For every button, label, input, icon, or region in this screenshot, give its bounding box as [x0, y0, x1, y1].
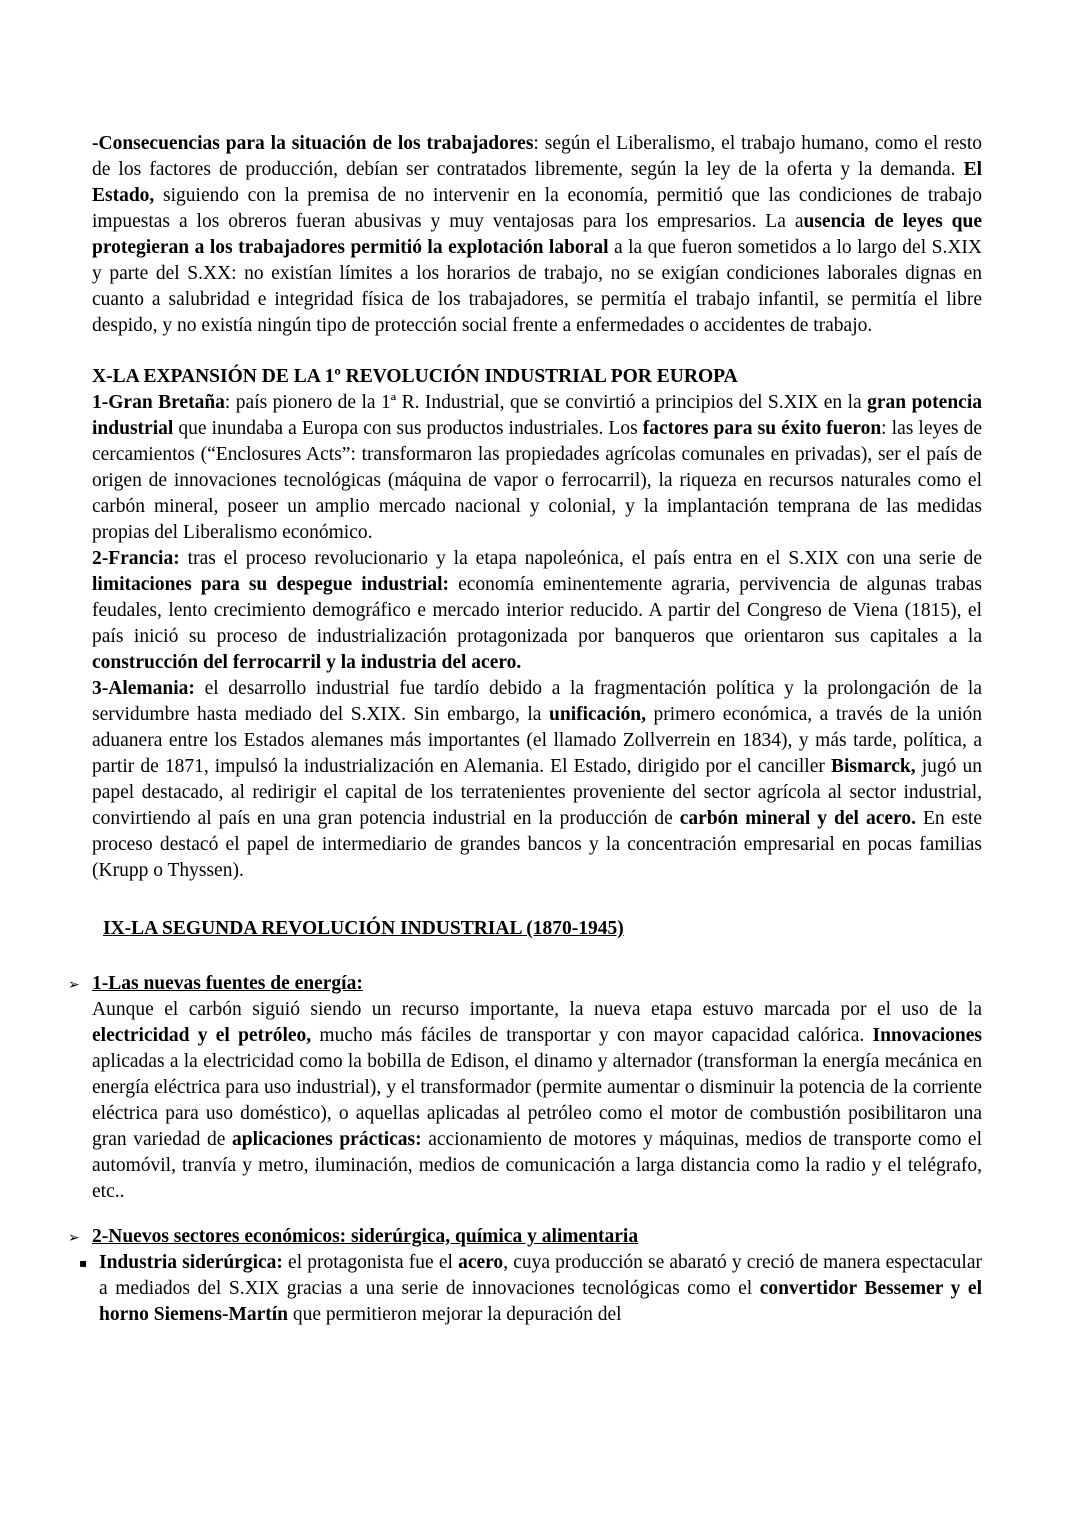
text-run: aplicadas a la electricidad como la bobilla de Edison, el dinamo y alternador (transforman la energía mecánica en energía eléctrica para uso industrial), y el transformador (permite aumentar o disminuir la potencia de la corriente eléctrica para uso doméstico), o aquellas aplicadas al petróleo como el motor de combustión posibilitaron una gran variedad de: [92, 1051, 982, 1150]
paragraph-alemania: [92, 676, 982, 884]
text-run: 1-Las nuevas fuentes de energía:: [92, 973, 363, 994]
text-run: 3-Alemania:: [92, 678, 195, 699]
heading-expansion-europa: [92, 364, 982, 390]
text-run: acero: [458, 1252, 504, 1273]
paragraph-francia: [92, 546, 982, 676]
text-run: mucho más fáciles de transportar y con mayor capacidad calórica.: [311, 1025, 873, 1046]
text-run: , cuya producción se abarató y creció de manera espectacular a mediados del S.XIX gracias a una serie de innovaciones tecnológicas como el: [99, 1252, 982, 1299]
text-run: Innovaciones: [872, 1025, 982, 1046]
text-run: 2-Francia:: [92, 548, 180, 569]
spacer: [92, 339, 982, 364]
text-run: carbón mineral y del acero.: [679, 808, 916, 829]
text-run: El Estado,: [92, 159, 982, 206]
arrow-bullet-icon: ➢: [68, 1230, 80, 1246]
heading-segunda-revolucion: [103, 916, 982, 942]
paragraph-consecuencias: [92, 131, 982, 339]
text-run: convertidor Bessemer y el horno Siemens-Martín: [99, 1278, 983, 1325]
list-item-fuentes-energia: [68, 971, 982, 997]
text-run: : según el Liberalismo, el trabajo humano, como el resto de los factores de producción, debían ser contratados libremente, según la ley de la oferta y la demanda.: [92, 133, 982, 180]
text-run: construcción del ferrocarril y la industria del acero.: [92, 652, 522, 673]
spacer: [92, 942, 982, 971]
arrow-bullet-icon: ➢: [68, 977, 80, 993]
text-run: unificación,: [549, 704, 646, 725]
text-run: En este proceso destacó el papel de intermediario de grandes bancos y la concentración empresarial en pocas familias (Krupp o Thyssen).: [92, 808, 982, 881]
text-run: primero económica, a través de la unión aduanera entre los Estados alemanes más importantes (el llamado Zollverrein en 1834), y más tarde, política, a partir de 1871, impulsó la industrialización en Alemania. El Estado, dirigido por el canciller: [92, 704, 982, 777]
paragraph-gran-bretana: [92, 390, 982, 546]
list-item-nuevos-sectores: [68, 1224, 982, 1250]
text-run: siguiendo con la premisa de no intervenir en la economía, permitió que las condiciones de trabajo impuestas a los obreros fueran abusivas y muy ventajosas para los empresarios. La a: [92, 185, 982, 232]
text-run: Industria siderúrgica:: [99, 1252, 283, 1273]
text-run: : país pionero de la 1ª R. Industrial, que se convirtió a principios del S.XIX en la: [224, 392, 868, 413]
document-body: [68, 131, 983, 1328]
text-run: limitaciones para su despegue industrial:: [92, 574, 450, 595]
text-run: gran potencia industrial: [92, 392, 982, 439]
text-run: accionamiento de motores y máquinas, medios de transporte como el automóvil, tranvía y metro, iluminación, medios de comunicación a larga distancia como la radio y el telégrafo, etc..: [92, 1129, 982, 1202]
text-run: : las leyes de cercamientos (“Enclosures Acts”: transformaron las propiedades agrícolas comunales en privadas), ser el país de origen de innovaciones tecnológicas (máquina de vapor o ferrocarril), la riqueza en recursos naturales como el carbón mineral, poseer un amplio mercado nacional y colonial, y la implantación temprana de las medidas propias del Liberalismo económico.: [92, 418, 982, 543]
text-run: aplicaciones prácticas:: [231, 1129, 422, 1150]
square-bullet-icon: ▪: [79, 1256, 88, 1270]
text-run: que permitieron mejorar la depuración del: [288, 1304, 622, 1325]
text-run: que inundaba a Europa con sus productos industriales. Los: [173, 418, 643, 439]
text-run: usencia de leyes que protegieran a los trabajadores permitió la explotación laboral: [92, 211, 982, 258]
text-run: a la que fueron sometidos a lo largo del S.XIX y parte del S.XX: no existían límites a los horarios de trabajo, no se exigían condiciones laborales dignas en cuanto a salubridad e integridad física de los trabajadores, se permitía el trabajo infantil, se permitía el libre despido, y no existía ningún tipo de protección social frente a enfermedades o accidentes de trabajo.: [92, 237, 982, 336]
text-run: tras el proceso revolucionario y la etapa napoleónica, el país entra en el S.XIX con una serie de: [179, 548, 982, 569]
text-run: jugó un papel destacado, al redirigir el capital de los terratenientes proveniente del sector agrícola al sector industrial, convirtiendo al país en una gran potencia industrial en la producción de: [92, 756, 983, 829]
text-run: -Consecuencias para la situación de los trabajadores: [92, 133, 534, 154]
text-run: Aunque el carbón siguió siendo un recurso importante, la nueva etapa estuvo marcada por el uso de la: [92, 999, 982, 1020]
text-run: factores para su éxito fueron: [642, 418, 882, 439]
text-run: el protagonista fue el: [282, 1252, 459, 1273]
paragraph-fuentes-energia-body: [92, 997, 982, 1205]
text-run: Bismarck,: [830, 756, 916, 777]
text-run: IX-LA SEGUNDA REVOLUCIÓN INDUSTRIAL (1870-1945): [103, 918, 624, 939]
spacer: [92, 884, 982, 916]
text-run: 1-Gran Bretaña: [92, 392, 225, 413]
text-run: X-LA EXPANSIÓN DE LA 1º REVOLUCIÓN INDUSTRIAL POR EUROPA: [92, 366, 738, 387]
text-run: electricidad y el petróleo,: [92, 1025, 312, 1046]
spacer: [92, 1205, 982, 1224]
text-run: economía eminentemente agraria, pervivencia de algunas trabas feudales, lento crecimiento demográfico e mercado interior reducido. A partir del Congreso de Viena (1815), el país inició su proceso de industrialización protagonizada por banqueros que orientaron sus capitales a la: [92, 574, 982, 647]
list-item-industria-siderurgica: [79, 1250, 983, 1328]
text-run: el desarrollo industrial fue tardío debido a la fragmentación política y la prolongación de la servidumbre hasta mediado del S.XIX. Sin embargo, la: [92, 678, 982, 725]
text-run: 2-Nuevos sectores económicos: siderúrgica, química y alimentaria: [92, 1226, 639, 1247]
